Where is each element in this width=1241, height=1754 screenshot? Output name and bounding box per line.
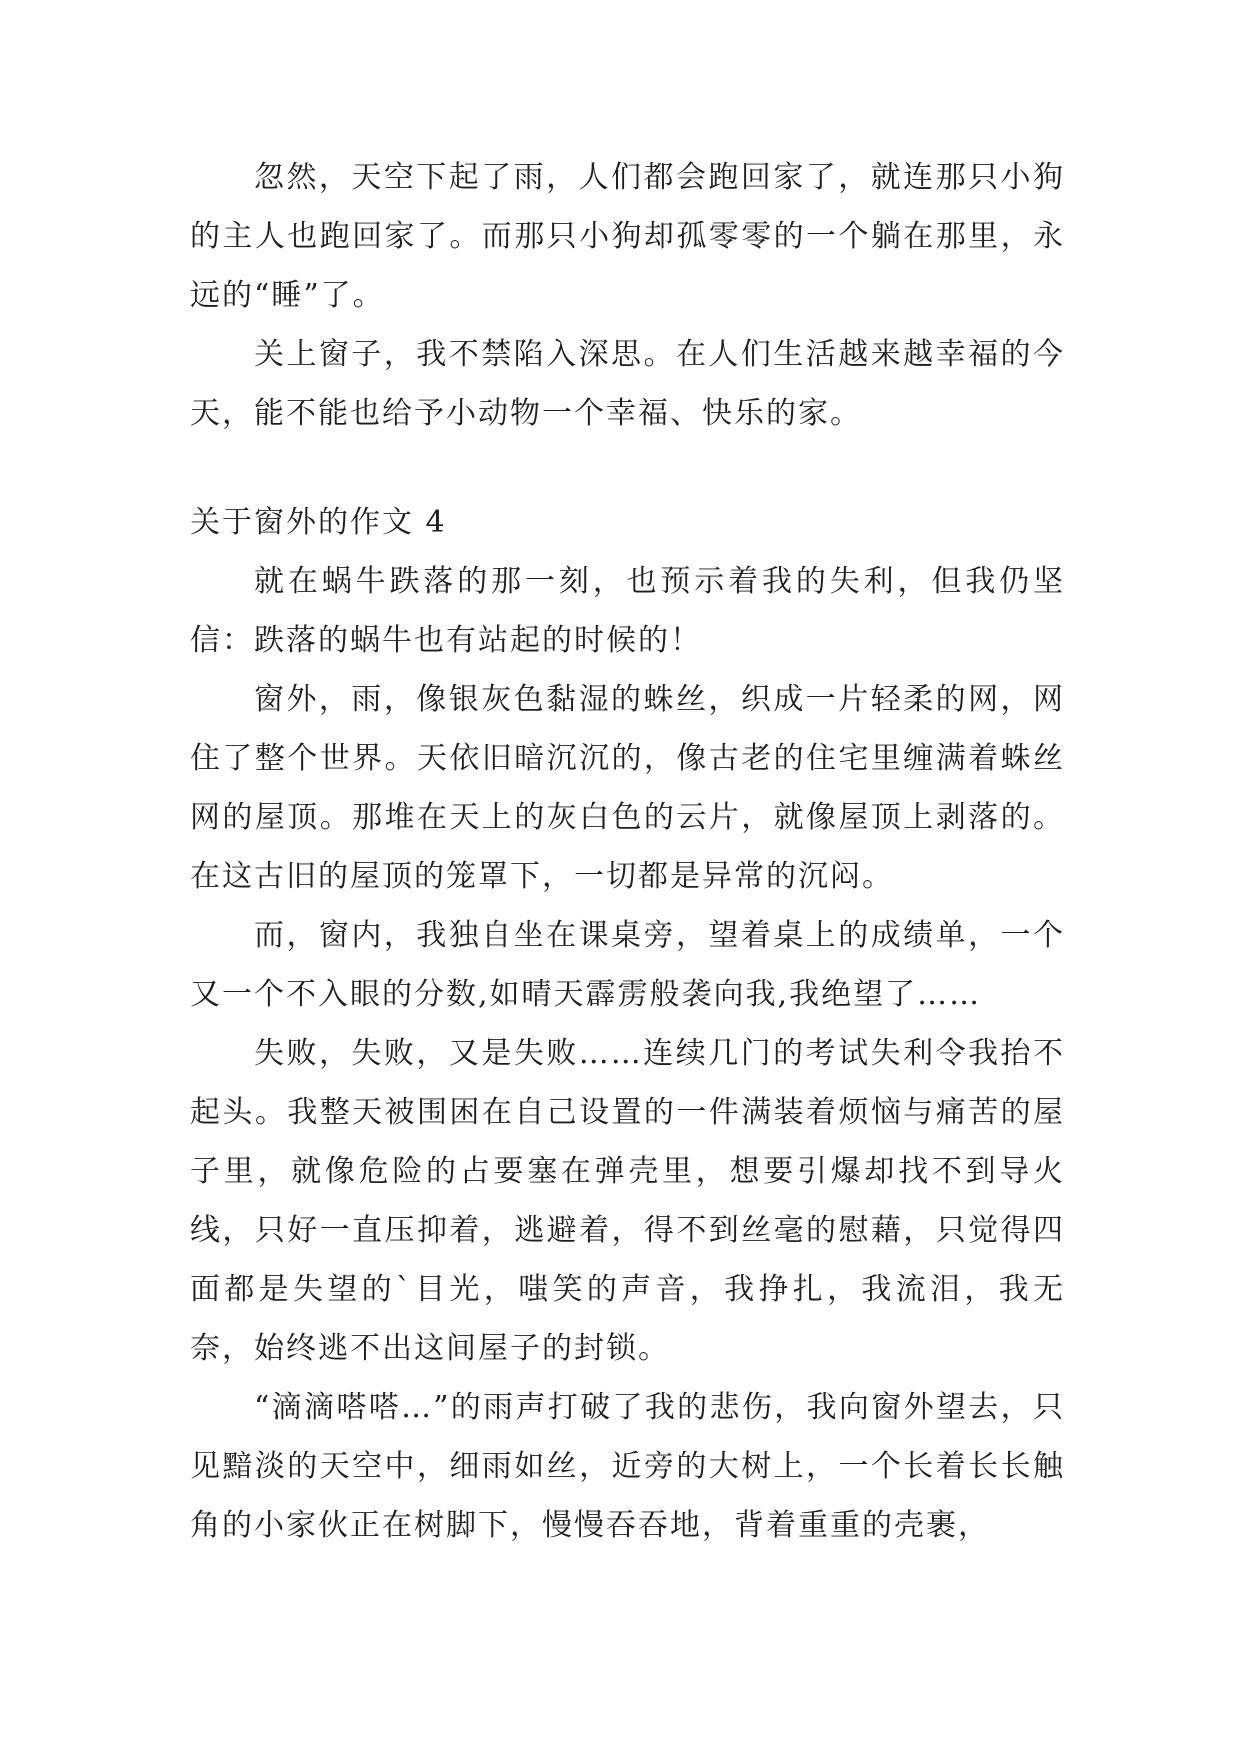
paragraph: 窗外，雨，像银灰色黏湿的蛛丝，织成一片轻柔的网，网住了整个世界。天依旧暗沉沉的，像古老的住宅里缠满着蛛丝网的屋顶。那堆在天上的灰白色的云片，就像屋顶上剥落的。在这古旧的屋顶的笼罩下，一切都是异常的沉闷。 [190, 682, 1065, 894]
paragraph: 关上窗子，我不禁陷入深思。在人们生活越来越幸福的今天，能不能也给予小动物一个幸福、快乐的家。 [190, 337, 1065, 431]
section-heading: 关于窗外的作文 4 [190, 505, 447, 540]
paragraph: 而，窗内，我独自坐在课桌旁，望着桌上的成绩单，一个又一个不入眼的分数,如晴天霹雳般袭向我,我绝望了…… [190, 918, 1065, 1012]
paragraph: “滴滴嗒嗒…”的雨声打破了我的悲伤，我向窗外望去，只见黯淡的天空中，细雨如丝，近旁的大树上，一个长着长长触角的小家伙正在树脚下，慢慢吞吞地，背着重重的壳裹， [190, 1390, 1065, 1543]
paragraph: 忽然，天空下起了雨，人们都会跑回家了，就连那只小狗的主人也跑回家了。而那只小狗却孤零零的一个躺在那里，永远的“睡”了。 [190, 160, 1065, 313]
paragraph: 失败，失败，又是失败……连续几门的考试失利令我抬不起头。我整天被围困在自己设置的一件满装着烦恼与痛苦的屋子里，就像危险的占要塞在弹壳里，想要引爆却找不到导火线，只好一直压抑着，逃避着，得不到丝毫的慰藉，只觉得四面都是失望的`目光，嗤笑的声音，我挣扎，我流泪，我无奈，始终逃不出这间屋子的封锁。 [190, 1036, 1065, 1366]
paragraph: 就在蜗牛跌落的那一刻，也预示着我的失利，但我仍坚信：跌落的蜗牛也有站起的时候的！ [190, 564, 1065, 658]
document-page [190, 148, 1065, 1555]
